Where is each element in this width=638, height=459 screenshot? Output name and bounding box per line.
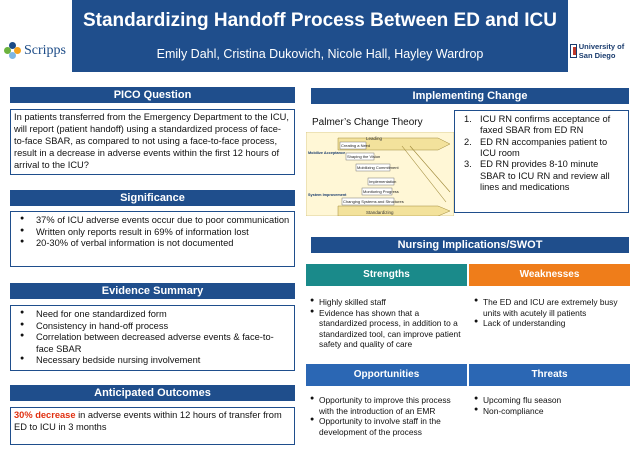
step-number: 2.	[464, 136, 472, 147]
list-item: ● Written only reports result in 69% of information lost	[14, 227, 291, 239]
threats-content	[474, 395, 629, 416]
scripps-logo	[4, 40, 70, 62]
significance-box	[10, 211, 295, 267]
threats-list	[474, 395, 629, 416]
list-item: ● Highly skilled staff	[310, 297, 466, 308]
opportunities-list	[310, 395, 466, 437]
strengths-header: Strengths	[306, 264, 467, 286]
list-item: ● 20-30% of verbal information is not documented	[14, 238, 291, 250]
diagram-label: Mobilize Acceptance	[308, 151, 346, 155]
threats-header: Threats	[469, 364, 630, 386]
evidence-box	[10, 305, 295, 371]
step-number: 3.	[464, 159, 472, 170]
diagram-label: Standardizing	[366, 210, 394, 215]
list-item: ● Non-compliance	[474, 406, 629, 417]
step-text: ICU RN confirms acceptance of faxed SBAR from ED RN	[480, 114, 611, 136]
list-item: ● 37% of ICU adverse events occur due to poor communication	[14, 215, 291, 227]
list-item: ● Opportunity to involve staff in the development of the process	[310, 416, 466, 437]
list-item: ● Necessary bedside nursing involvement	[14, 355, 291, 367]
opportunities-header: Opportunities	[306, 364, 467, 386]
outcomes-header: Anticipated Outcomes	[10, 385, 295, 401]
change-theory-diagram	[306, 132, 454, 216]
outcomes-text	[14, 410, 291, 434]
usd-logo-text: University of San Diego	[578, 42, 625, 60]
list-item: ● Lack of understanding	[474, 318, 629, 329]
pico-box	[10, 109, 295, 175]
outcomes-box	[10, 407, 295, 445]
weaknesses-list	[474, 297, 629, 329]
list-item	[458, 114, 625, 137]
list-item: ● Upcoming flu season	[474, 395, 629, 406]
outcomes-body: in adverse events within 12 hours of transfer from ED to ICU in 3 months	[14, 410, 282, 432]
significance-list	[14, 215, 291, 250]
diagram-title: Palmer’s Change Theory	[312, 117, 423, 128]
strengths-content	[310, 297, 466, 350]
standardizing-arrow	[338, 206, 450, 216]
list-item: ● Correlation between decreased adverse events & face-to-face SBAR	[14, 332, 291, 355]
diagram-label: Changing Systems and Structures	[343, 199, 404, 204]
usd-crest-icon	[570, 44, 577, 58]
pico-text: In patients transferred from the Emergency Department to the ICU, will report (patient handoff) using a standardized process of face-to-face SBAR, as compared to not using a face-to-face process, result in a decrease in adverse events within the first 12 hours of arrival to the ICU?	[14, 112, 289, 170]
list-item	[458, 159, 625, 193]
list-item: ● Opportunity to improve this process with the introduction of an EMR	[310, 395, 466, 416]
change-steps-box	[454, 110, 629, 213]
list-item: ● Need for one standardized form	[14, 309, 291, 321]
poster-title: Standardizing Handoff Process Between ED and ICU	[82, 10, 558, 31]
pico-header: PICO Question	[10, 87, 295, 103]
implementing-header: Implementing Change	[311, 88, 629, 104]
list-item: ● The ED and ICU are extremely busy units with acutely ill patients	[474, 297, 629, 318]
usd-logo	[570, 40, 636, 62]
opportunities-content	[310, 395, 466, 437]
evidence-header: Evidence Summary	[10, 283, 295, 299]
diagram-label: Leading	[366, 136, 383, 141]
significance-header: Significance	[10, 190, 295, 206]
list-item	[458, 137, 625, 160]
diagram-label: Shaping the Vision	[347, 154, 381, 159]
outcomes-highlight: 30% decrease	[14, 410, 76, 420]
diagram-label: Creating a Need	[341, 143, 371, 148]
diagram-label: System Improvement	[308, 193, 347, 197]
swot-header: Nursing Implications/SWOT	[311, 237, 629, 253]
scripps-logo-text: Scripps	[24, 43, 66, 58]
diagram-label: Monitoring Progress	[363, 189, 399, 194]
list-item: ● Consistency in hand-off process	[14, 321, 291, 333]
diagram-label: Implementation	[369, 179, 397, 184]
evidence-list	[14, 309, 291, 367]
step-text: ED RN provides 8-10 minute SBAR to ICU RN and review all lines and medications	[480, 159, 610, 192]
scripps-mark-icon	[4, 42, 22, 60]
diagram-label: Mobilizing Commitment	[357, 165, 399, 170]
step-text: ED RN accompanies patient to ICU room	[480, 136, 608, 158]
weaknesses-header: Weaknesses	[469, 264, 630, 286]
strengths-list	[310, 297, 466, 350]
step-number: 1.	[464, 114, 472, 124]
authors: Emily Dahl, Cristina Dukovich, Nicole Hall, Hayley Wardrop	[156, 47, 484, 61]
change-steps-list	[458, 114, 625, 193]
list-item: ● Evidence has shown that a standardized process, in addition to a standardized tool, can improve patient safety and quality of care	[310, 308, 466, 350]
weaknesses-content	[474, 297, 629, 329]
